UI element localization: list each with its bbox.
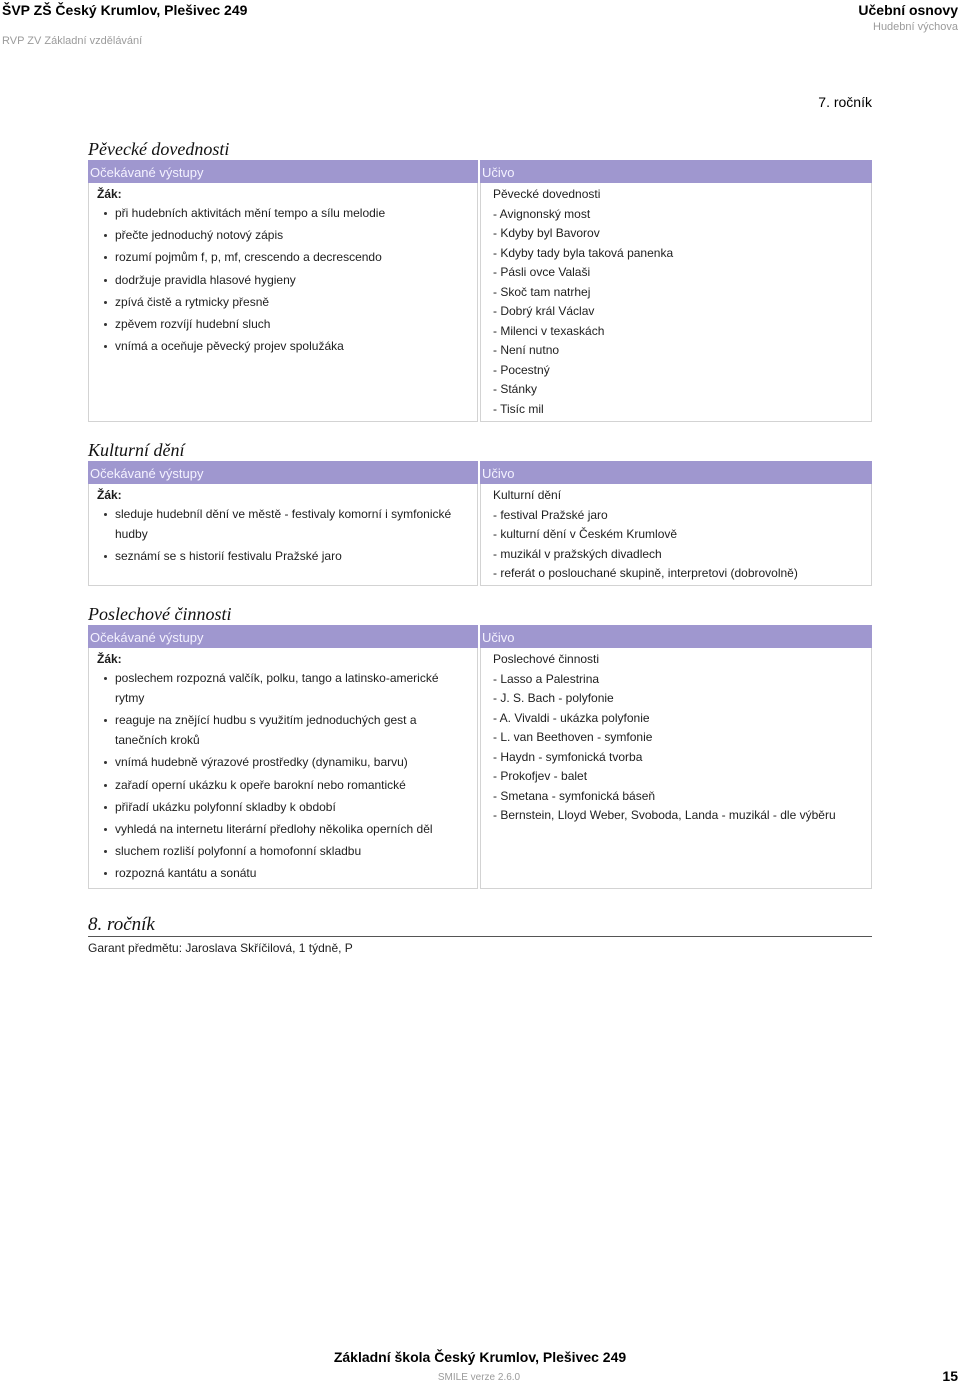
outcomes-column bbox=[88, 461, 478, 586]
pupil-label: Žák: bbox=[97, 488, 122, 502]
footer-school-name: Základní škola Český Krumlov, Plešivec 249 bbox=[333, 1349, 627, 1365]
outcomes-body bbox=[88, 648, 478, 889]
outcomes-list bbox=[97, 504, 458, 566]
content-list bbox=[493, 185, 865, 419]
outcome-item: reaguje na znějící hudbu s využitím jednoduchých gest a tanečních kroků bbox=[97, 710, 458, 750]
content-item: - Prokofjev - balet bbox=[493, 769, 588, 783]
content-item: - A. Vivaldi - ukázka polyfonie bbox=[493, 710, 650, 725]
content-item: - Haydn - symfonická tvorba bbox=[493, 749, 643, 764]
content-item: - Milenci v texaskách bbox=[493, 323, 605, 338]
section-table bbox=[88, 160, 872, 422]
content-item: - Dobrý král Václav bbox=[493, 304, 595, 318]
outcomes-column bbox=[88, 625, 478, 889]
outcomes-body bbox=[88, 484, 478, 586]
content-column bbox=[480, 160, 872, 422]
outcome-item: přiřadí ukázku polyfonní skladby k období bbox=[97, 797, 458, 817]
outcome-item: poslechem rozpozná valčík, polku, tango a latinsko-americké rytmy bbox=[97, 668, 458, 708]
section-cultural-events bbox=[88, 439, 872, 586]
content-item: - Pocestný bbox=[493, 362, 550, 377]
outcomes-list bbox=[97, 668, 458, 883]
content-item: - muzikál v pražských divadlech bbox=[493, 546, 662, 561]
header-document-title: Učební osnovy bbox=[858, 2, 958, 18]
outcome-item: seznámí se s historií festivalu Pražské jaro bbox=[97, 546, 458, 566]
grade-8-heading: 8. ročník bbox=[88, 914, 872, 937]
header-subject: Hudební výchova bbox=[873, 21, 958, 33]
content-list bbox=[493, 486, 865, 584]
section-title: Kulturní dění bbox=[88, 440, 185, 460]
content-body bbox=[480, 484, 872, 586]
content-item: - kulturní dění v Českém Krumlově bbox=[493, 527, 678, 541]
outcome-item: zpěvem rozvíjí hudební sluch bbox=[97, 314, 458, 334]
content-item: - Skoč tam natrhej bbox=[493, 284, 591, 299]
section-table bbox=[88, 625, 872, 889]
outcome-item: sleduje hudebníl dění ve městě - festivaly komorní i symfonické hudby bbox=[97, 504, 458, 544]
content-item: - Avignonský most bbox=[493, 206, 591, 221]
header-school-plan: ŠVP ZŠ Český Krumlov, Plešivec 249 bbox=[2, 2, 248, 18]
outcome-item: vnímá a oceňuje pěvecký projev spolužáka bbox=[97, 336, 458, 356]
outcome-item: vnímá hudebně výrazové prostředky (dynamiku, barvu) bbox=[97, 752, 458, 772]
section-title: Poslechové činnosti bbox=[88, 604, 232, 624]
page-number: 15 bbox=[942, 1368, 958, 1384]
content-item: - Lasso a Palestrina bbox=[493, 671, 600, 686]
content-body bbox=[480, 183, 872, 422]
header-framework: RVP ZV Základní vzdělávání bbox=[2, 35, 143, 47]
subject-guarantor: Garant předmětu: Jaroslava Skříčilová, 1 týdně, P bbox=[88, 941, 353, 955]
outcomes-header: Očekávané výstupy bbox=[88, 160, 478, 183]
outcome-item: při hudebních aktivitách mění tempo a sílu melodie bbox=[97, 203, 458, 223]
content-item: Kulturní dění bbox=[493, 488, 562, 502]
outcomes-body bbox=[88, 183, 478, 422]
content-item: - Bernstein, Lloyd Weber, Svoboda, Landa - muzikál - dle výběru bbox=[493, 808, 836, 822]
content-header: Učivo bbox=[480, 625, 872, 648]
outcomes-header: Očekávané výstupy bbox=[88, 625, 478, 648]
outcome-item: zařadí operní ukázku k opeře barokní nebo romantické bbox=[97, 775, 458, 795]
content-header: Učivo bbox=[480, 461, 872, 484]
content-item: - Stánky bbox=[493, 382, 538, 396]
outcome-item: rozpozná kantátu a sonátu bbox=[97, 863, 458, 883]
section-singing-skills bbox=[88, 138, 872, 422]
content-item: - L. van Beethoven - symfonie bbox=[493, 730, 653, 744]
content-item: - Není nutno bbox=[493, 343, 560, 357]
content-item: - referát o poslouchané skupině, interpretovi (dobrovolně) bbox=[493, 566, 798, 580]
footer-software-version: SMILE verze 2.6.0 bbox=[437, 1372, 521, 1383]
content-item: Pěvecké dovednosti bbox=[493, 187, 601, 201]
outcomes-header: Očekávané výstupy bbox=[88, 461, 478, 484]
content-item: - Kdyby byl Bavorov bbox=[493, 226, 600, 240]
content-item: - festival Pražské jaro bbox=[493, 507, 608, 522]
content-list bbox=[493, 650, 865, 826]
content-item: - J. S. Bach - polyfonie bbox=[493, 691, 614, 705]
content-column bbox=[480, 461, 872, 586]
outcome-item: přečte jednoduchý notový zápis bbox=[97, 225, 458, 245]
content-column bbox=[480, 625, 872, 889]
content-item: Poslechové činnosti bbox=[493, 652, 600, 666]
content-item: - Pásli ovce Valaši bbox=[493, 265, 591, 279]
outcome-item: dodržuje pravidla hlasové hygieny bbox=[97, 270, 458, 290]
content-item: - Smetana - symfonická báseň bbox=[493, 788, 656, 803]
pupil-label: Žák: bbox=[97, 652, 122, 666]
outcome-item: sluchem rozliší polyfonní a homofonní skladbu bbox=[97, 841, 458, 861]
grade-7-label: 7. ročník bbox=[818, 94, 872, 110]
section-table bbox=[88, 461, 872, 586]
section-listening-activities bbox=[88, 603, 872, 889]
pupil-label: Žák: bbox=[97, 187, 122, 201]
content-item: - Kdyby tady byla taková panenka bbox=[493, 245, 674, 260]
outcome-item: vyhledá na internetu literární předlohy několika operních děl bbox=[97, 819, 458, 839]
section-title: Pěvecké dovednosti bbox=[88, 139, 230, 159]
content-item: - Tisíc mil bbox=[493, 401, 544, 416]
outcomes-list bbox=[97, 203, 458, 356]
content-header: Učivo bbox=[480, 160, 872, 183]
outcomes-column bbox=[88, 160, 478, 422]
outcome-item: rozumí pojmům f, p, mf, crescendo a decrescendo bbox=[97, 247, 458, 267]
content-body bbox=[480, 648, 872, 889]
outcome-item: zpívá čistě a rytmicky přesně bbox=[97, 292, 458, 312]
